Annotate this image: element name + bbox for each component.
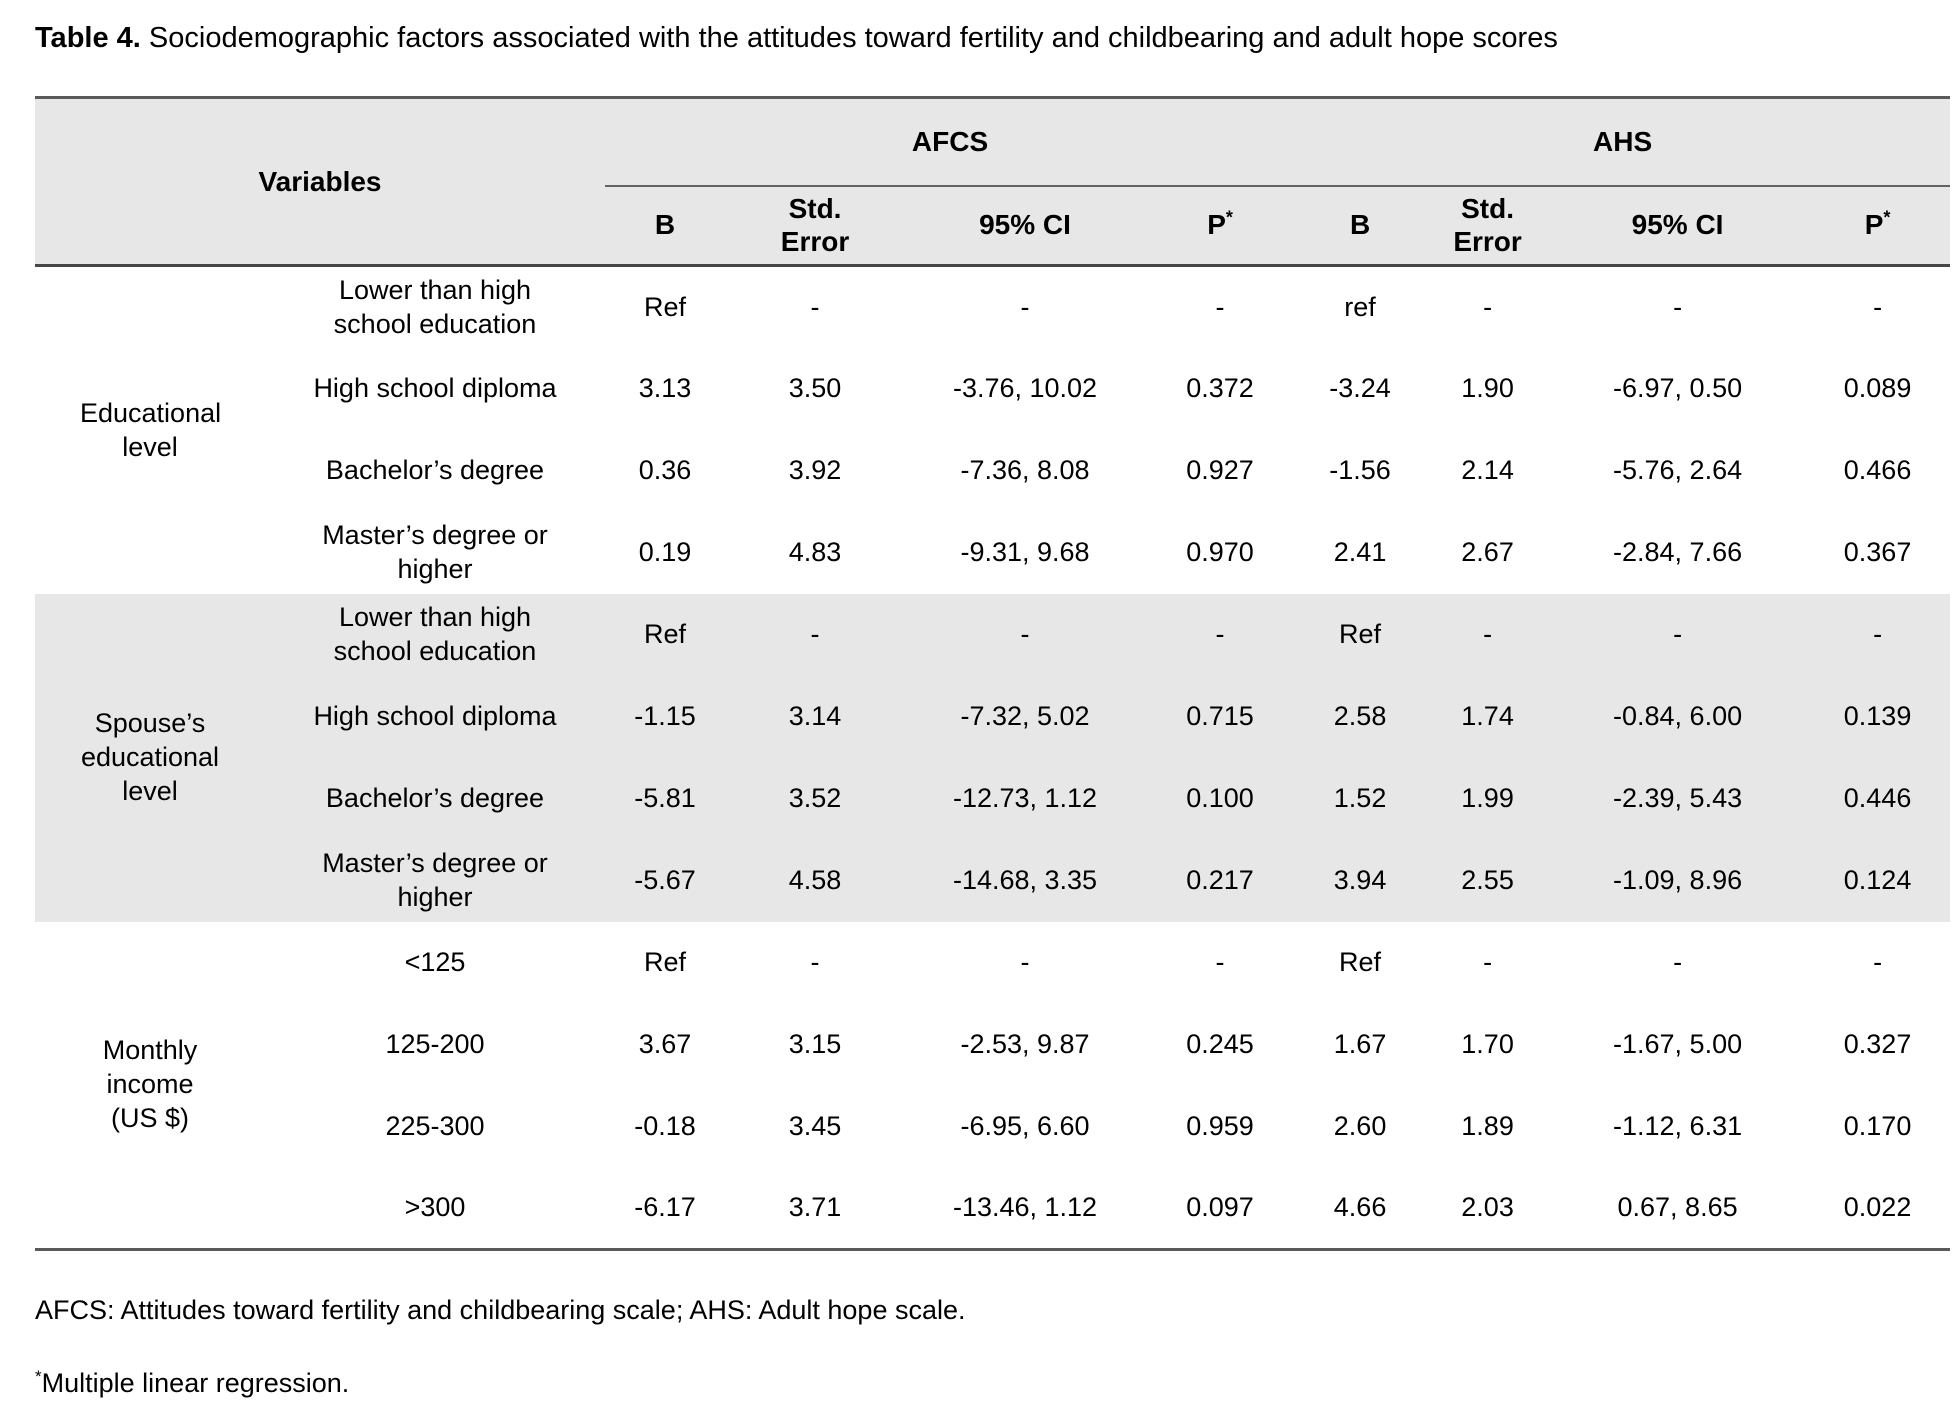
ahs-value-cell: 1.90: [1425, 348, 1550, 430]
afcs-group-header: AFCS: [605, 98, 1295, 186]
ahs-value-cell: 2.41: [1295, 512, 1425, 594]
afcs-value-cell: -: [1145, 266, 1295, 348]
ahs-value-cell: -: [1550, 266, 1805, 348]
afcs-value-cell: Ref: [605, 922, 725, 1004]
ahs-value-cell: -: [1805, 922, 1950, 1004]
scale-group-header-row: [35, 98, 1950, 186]
category-cell: Lower than high school education: [265, 266, 605, 348]
afcs-b-header: B: [605, 186, 725, 266]
category-cell: Bachelor’s degree: [265, 758, 605, 840]
afcs-value-cell: 4.83: [725, 512, 905, 594]
ahs-value-cell: Ref: [1295, 922, 1425, 1004]
afcs-p-header: P*: [1145, 186, 1295, 266]
ahs-value-cell: -1.12, 6.31: [1550, 1086, 1805, 1168]
afcs-value-cell: -7.36, 8.08: [905, 430, 1145, 512]
ahs-value-cell: 2.60: [1295, 1086, 1425, 1168]
ahs-value-cell: -0.84, 6.00: [1550, 676, 1805, 758]
ahs-value-cell: 2.58: [1295, 676, 1425, 758]
ahs-value-cell: 1.70: [1425, 1004, 1550, 1086]
afcs-value-cell: 3.13: [605, 348, 725, 430]
asterisk-superscript: *: [1883, 208, 1891, 229]
afcs-value-cell: -5.67: [605, 840, 725, 922]
ahs-ci-header: 95% CI: [1550, 186, 1805, 266]
afcs-value-cell: 3.71: [725, 1168, 905, 1250]
ahs-value-cell: 0.022: [1805, 1168, 1950, 1250]
afcs-value-cell: 0.927: [1145, 430, 1295, 512]
afcs-value-cell: -: [725, 266, 905, 348]
ahs-value-cell: -: [1550, 594, 1805, 676]
row-group-label: Monthly income (US $): [35, 922, 265, 1250]
ahs-value-cell: -3.24: [1295, 348, 1425, 430]
table-title-text: Sociodemographic factors associated with the attitudes toward fertility and childbearing and adult hope scores: [140, 22, 1558, 54]
category-cell: <125: [265, 922, 605, 1004]
afcs-value-cell: -: [905, 594, 1145, 676]
ahs-value-cell: -1.67, 5.00: [1550, 1004, 1805, 1086]
afcs-value-cell: 3.52: [725, 758, 905, 840]
ahs-value-cell: 1.89: [1425, 1086, 1550, 1168]
category-cell: Lower than high school education: [265, 594, 605, 676]
ahs-value-cell: -: [1425, 922, 1550, 1004]
afcs-value-cell: 0.372: [1145, 348, 1295, 430]
ahs-value-cell: 0.089: [1805, 348, 1950, 430]
afcs-value-cell: 0.19: [605, 512, 725, 594]
asterisk-superscript: *: [35, 1367, 42, 1387]
afcs-std-error-header: Std. Error: [725, 186, 905, 266]
category-cell: Master’s degree or higher: [265, 512, 605, 594]
table-body: [35, 266, 1950, 1250]
ahs-value-cell: 0.170: [1805, 1086, 1950, 1168]
ahs-value-cell: -6.97, 0.50: [1550, 348, 1805, 430]
ahs-value-cell: -: [1425, 594, 1550, 676]
category-cell: High school diploma: [265, 676, 605, 758]
afcs-value-cell: -0.18: [605, 1086, 725, 1168]
afcs-value-cell: 0.217: [1145, 840, 1295, 922]
afcs-value-cell: -2.53, 9.87: [905, 1004, 1145, 1086]
ahs-value-cell: -: [1550, 922, 1805, 1004]
afcs-value-cell: 0.36: [605, 430, 725, 512]
ahs-value-cell: Ref: [1295, 594, 1425, 676]
afcs-value-cell: 0.959: [1145, 1086, 1295, 1168]
afcs-value-cell: -14.68, 3.35: [905, 840, 1145, 922]
afcs-value-cell: 0.100: [1145, 758, 1295, 840]
afcs-value-cell: 3.92: [725, 430, 905, 512]
afcs-value-cell: -: [905, 266, 1145, 348]
ahs-value-cell: 0.367: [1805, 512, 1950, 594]
ahs-b-header: B: [1295, 186, 1425, 266]
ahs-value-cell: -2.39, 5.43: [1550, 758, 1805, 840]
ahs-value-cell: 0.67, 8.65: [1550, 1168, 1805, 1250]
afcs-value-cell: -: [1145, 922, 1295, 1004]
table-title-prefix: Table 4.: [35, 22, 141, 54]
ahs-value-cell: 0.139: [1805, 676, 1950, 758]
category-cell: High school diploma: [265, 348, 605, 430]
ahs-value-cell: 1.74: [1425, 676, 1550, 758]
afcs-value-cell: 4.58: [725, 840, 905, 922]
afcs-value-cell: 0.245: [1145, 1004, 1295, 1086]
ahs-value-cell: 2.14: [1425, 430, 1550, 512]
ahs-value-cell: 0.446: [1805, 758, 1950, 840]
afcs-value-cell: -12.73, 1.12: [905, 758, 1145, 840]
ahs-value-cell: 1.99: [1425, 758, 1550, 840]
row-group-label: Spouse’s educational level: [35, 594, 265, 922]
ahs-value-cell: 1.67: [1295, 1004, 1425, 1086]
table-row: [35, 676, 1950, 758]
afcs-value-cell: -5.81: [605, 758, 725, 840]
afcs-value-cell: 3.45: [725, 1086, 905, 1168]
afcs-value-cell: Ref: [605, 266, 725, 348]
ahs-value-cell: -: [1425, 266, 1550, 348]
ahs-value-cell: 0.327: [1805, 1004, 1950, 1086]
category-cell: 125-200: [265, 1004, 605, 1086]
ahs-value-cell: -1.56: [1295, 430, 1425, 512]
ahs-value-cell: 0.124: [1805, 840, 1950, 922]
table-title: [35, 20, 1950, 56]
afcs-value-cell: -: [1145, 594, 1295, 676]
table-row: [35, 266, 1950, 348]
footnote-abbreviations: AFCS: Attitudes toward fertility and childbearing scale; AHS: Adult hope scale.: [35, 1295, 966, 1326]
ahs-group-header: AHS: [1295, 98, 1950, 186]
ahs-std-error-header: Std. Error: [1425, 186, 1550, 266]
ahs-value-cell: 2.03: [1425, 1168, 1550, 1250]
table-row: [35, 1168, 1950, 1250]
afcs-value-cell: -: [905, 922, 1145, 1004]
afcs-value-cell: -: [725, 922, 905, 1004]
ahs-value-cell: 2.67: [1425, 512, 1550, 594]
category-cell: Master’s degree or higher: [265, 840, 605, 922]
ahs-value-cell: 4.66: [1295, 1168, 1425, 1250]
table-header: [35, 98, 1950, 266]
category-cell: Bachelor’s degree: [265, 430, 605, 512]
results-table: [35, 96, 1950, 1251]
variables-header: Variables: [35, 98, 605, 266]
afcs-value-cell: 3.14: [725, 676, 905, 758]
ahs-value-cell: -1.09, 8.96: [1550, 840, 1805, 922]
afcs-value-cell: Ref: [605, 594, 725, 676]
afcs-value-cell: -7.32, 5.02: [905, 676, 1145, 758]
category-cell: 225-300: [265, 1086, 605, 1168]
table-row: [35, 594, 1950, 676]
ahs-value-cell: 2.55: [1425, 840, 1550, 922]
ahs-p-header: P*: [1805, 186, 1950, 266]
afcs-value-cell: -1.15: [605, 676, 725, 758]
afcs-value-cell: -6.95, 6.60: [905, 1086, 1145, 1168]
row-group-label: Educational level: [35, 266, 265, 594]
afcs-value-cell: 3.67: [605, 1004, 725, 1086]
ahs-value-cell: -: [1805, 266, 1950, 348]
table-row: [35, 840, 1950, 922]
afcs-value-cell: 0.715: [1145, 676, 1295, 758]
table-row: [35, 348, 1950, 430]
afcs-value-cell: 0.970: [1145, 512, 1295, 594]
afcs-value-cell: -13.46, 1.12: [905, 1168, 1145, 1250]
afcs-value-cell: -3.76, 10.02: [905, 348, 1145, 430]
afcs-value-cell: -9.31, 9.68: [905, 512, 1145, 594]
table-row: [35, 1086, 1950, 1168]
category-cell: >300: [265, 1168, 605, 1250]
ahs-value-cell: ref: [1295, 266, 1425, 348]
table-row: [35, 922, 1950, 1004]
footnote-regression: [35, 1366, 1950, 1401]
table-row: [35, 1004, 1950, 1086]
asterisk-superscript: *: [1225, 208, 1233, 229]
ahs-value-cell: -5.76, 2.64: [1550, 430, 1805, 512]
ahs-value-cell: 3.94: [1295, 840, 1425, 922]
table-row: [35, 758, 1950, 840]
afcs-value-cell: 0.097: [1145, 1168, 1295, 1250]
ahs-value-cell: -: [1805, 594, 1950, 676]
ahs-value-cell: 1.52: [1295, 758, 1425, 840]
afcs-value-cell: 3.15: [725, 1004, 905, 1086]
table-row: [35, 430, 1950, 512]
afcs-value-cell: -: [725, 594, 905, 676]
footnote-regression-text: Multiple linear regression.: [41, 1368, 350, 1399]
afcs-value-cell: -6.17: [605, 1168, 725, 1250]
afcs-ci-header: 95% CI: [905, 186, 1145, 266]
afcs-value-cell: 3.50: [725, 348, 905, 430]
table-row: [35, 512, 1950, 594]
ahs-value-cell: -2.84, 7.66: [1550, 512, 1805, 594]
ahs-value-cell: 0.466: [1805, 430, 1950, 512]
